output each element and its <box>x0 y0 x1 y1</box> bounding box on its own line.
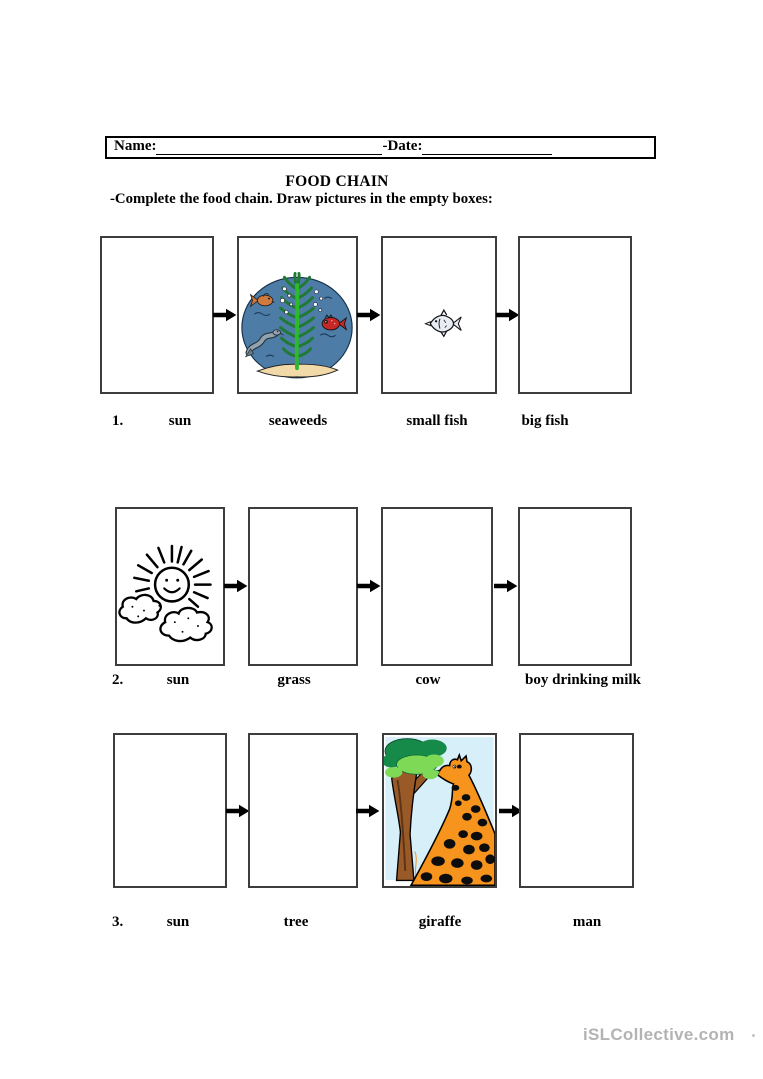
arrow-icon <box>357 308 381 322</box>
arrow-icon <box>213 308 237 322</box>
sun-and-clouds-illustration <box>117 509 223 664</box>
giraffe-eating-tree-illustration <box>384 735 495 886</box>
chain-item-label: small fish <box>406 413 468 429</box>
row-number: 1. <box>112 413 124 429</box>
page-title: FOOD CHAIN <box>285 173 389 190</box>
name-blank-line <box>156 141 382 155</box>
arrow-icon <box>494 579 518 593</box>
arrow-icon <box>224 579 248 593</box>
row2-box-boy-empty <box>518 507 632 666</box>
row3-box-sun-empty <box>113 733 227 888</box>
instruction-text: -Complete the food chain. Draw pictures in the empty boxes: <box>110 191 493 207</box>
row-number: 3. <box>112 914 124 930</box>
chain-item-label: sun <box>166 914 190 930</box>
row2-box-sun-image <box>115 507 225 666</box>
chain-item-label: grass <box>277 672 311 688</box>
underwater-seaweeds-illustration <box>239 238 356 392</box>
row3-box-giraffe-image <box>382 733 497 888</box>
row1-box-small-fish-image <box>381 236 497 394</box>
row1-box-big-fish-empty <box>518 236 632 394</box>
date-label: -Date: <box>382 138 423 154</box>
row3-box-man-empty <box>519 733 634 888</box>
name-label: Name: <box>114 138 157 154</box>
chain-item-label: seaweeds <box>268 413 328 429</box>
chain-item-label: cow <box>415 672 441 688</box>
chain-item-label: sun <box>168 413 192 429</box>
chain-item-label: boy drinking milk <box>525 672 641 688</box>
row3-box-tree-empty <box>248 733 358 888</box>
row2-box-grass-empty <box>248 507 358 666</box>
date-blank-line <box>422 141 552 155</box>
watermark-dot <box>752 1034 755 1037</box>
row2-box-cow-empty <box>381 507 493 666</box>
chain-item-label: big fish <box>521 413 569 429</box>
chain-item-label: man <box>572 914 602 930</box>
row-number: 2. <box>112 672 124 688</box>
row1-box-sun-empty <box>100 236 214 394</box>
chain-item-label: sun <box>166 672 190 688</box>
chain-item-label: giraffe <box>418 914 462 930</box>
row1-box-seaweeds-image <box>237 236 358 394</box>
chain-item-label: tree <box>283 914 309 930</box>
small-fish-illustration <box>383 238 495 392</box>
name-date-box <box>105 136 656 159</box>
arrow-icon <box>357 579 381 593</box>
arrow-icon <box>496 308 520 322</box>
arrow-icon <box>356 804 380 818</box>
islcollective-watermark: iSLCollective.com <box>583 1025 735 1044</box>
arrow-icon <box>226 804 250 818</box>
